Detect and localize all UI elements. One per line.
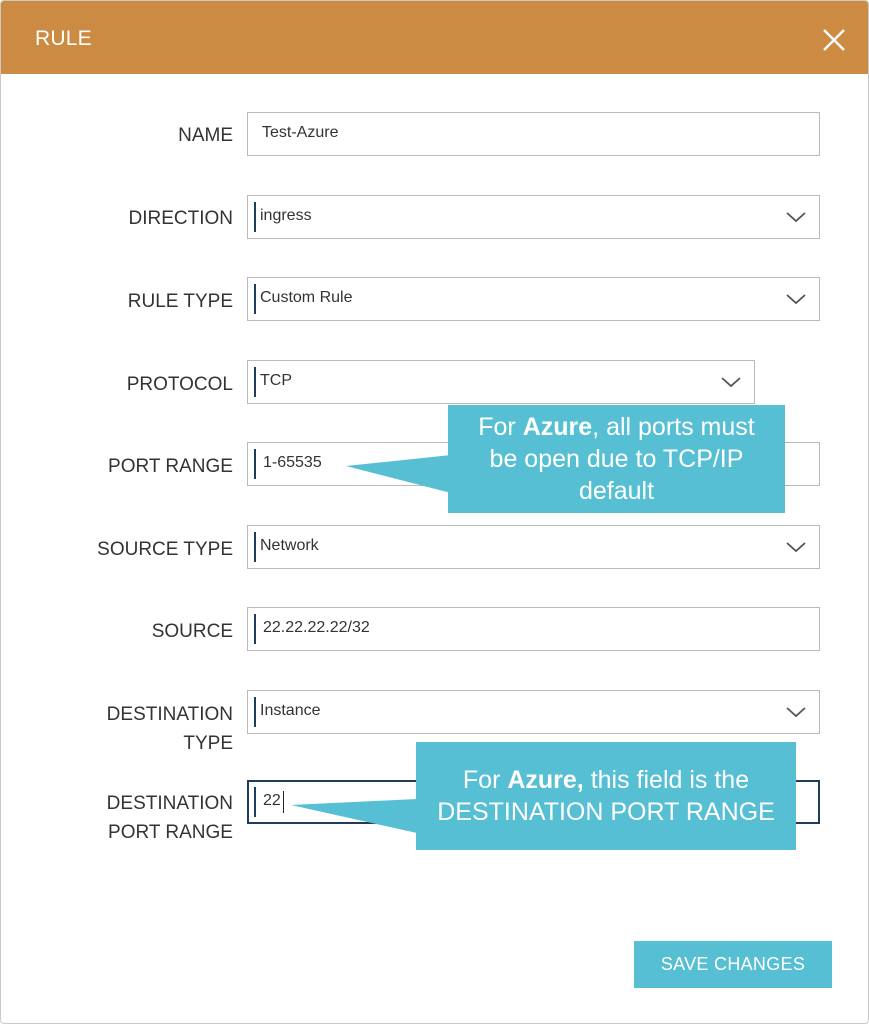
destination-type-select[interactable] bbox=[247, 690, 820, 734]
protocol-value: TCP bbox=[260, 372, 292, 389]
chevron-down-icon bbox=[720, 374, 742, 390]
callout-pointer bbox=[291, 791, 421, 841]
source-value: 22.22.22.22/32 bbox=[263, 619, 370, 636]
destination-type-label-line2: TYPE bbox=[183, 733, 233, 754]
field-marker bbox=[254, 697, 256, 727]
source-type-value: Network bbox=[260, 537, 319, 554]
protocol-label: PROTOCOL bbox=[126, 374, 233, 395]
chevron-down-icon bbox=[785, 291, 807, 307]
callout-text: , all ports must bbox=[592, 413, 755, 441]
field-marker bbox=[254, 202, 256, 232]
source-type-select[interactable] bbox=[247, 525, 820, 569]
dialog-header bbox=[1, 1, 869, 74]
chevron-down-icon bbox=[785, 704, 807, 720]
destination-type-value: Instance bbox=[260, 702, 321, 719]
direction-value: ingress bbox=[260, 207, 312, 224]
dialog-title: RULE bbox=[35, 27, 92, 50]
close-button[interactable] bbox=[816, 22, 852, 58]
rule-type-value: Custom Rule bbox=[260, 289, 353, 306]
field-marker bbox=[254, 367, 256, 397]
callout-text: DESTINATION PORT RANGE bbox=[437, 798, 775, 826]
callout-text: default bbox=[578, 477, 655, 505]
name-value: Test-Azure bbox=[262, 124, 339, 141]
destination-port-range-label bbox=[13, 789, 233, 847]
port-range-value: 1-65535 bbox=[263, 454, 322, 471]
destination-port-range-label-line1: DESTINATION bbox=[106, 793, 233, 814]
direction-label: DIRECTION bbox=[128, 208, 233, 229]
destination-port-callout bbox=[416, 742, 796, 850]
rule-type-select[interactable] bbox=[247, 277, 820, 321]
callout-bold-text: Azure, bbox=[507, 766, 584, 794]
source-input[interactable] bbox=[247, 607, 820, 651]
callout-text: this field is the bbox=[583, 766, 750, 794]
destination-type-label-line1: DESTINATION bbox=[106, 704, 233, 725]
callout-text: For bbox=[462, 766, 508, 794]
text-caret bbox=[283, 791, 284, 813]
port-range-label: PORT RANGE bbox=[108, 456, 233, 477]
source-type-label: SOURCE TYPE bbox=[97, 539, 233, 560]
callout-bold-text: Azure bbox=[522, 413, 593, 441]
field-marker bbox=[254, 614, 256, 644]
chevron-down-icon bbox=[785, 209, 807, 225]
callout-text: For bbox=[478, 413, 523, 441]
destination-type-label bbox=[13, 700, 233, 758]
field-marker bbox=[254, 449, 256, 479]
save-changes-button[interactable]: SAVE CHANGES bbox=[634, 941, 832, 988]
field-marker bbox=[254, 532, 256, 562]
rule-type-label: RULE TYPE bbox=[127, 291, 233, 312]
name-field[interactable] bbox=[247, 112, 820, 156]
destination-port-range-value: 22 bbox=[263, 792, 281, 809]
field-marker bbox=[254, 787, 256, 817]
field-marker bbox=[254, 284, 256, 314]
direction-select[interactable] bbox=[247, 195, 820, 239]
callout-pointer bbox=[346, 441, 456, 496]
destination-port-range-label-line2: PORT RANGE bbox=[108, 822, 233, 843]
protocol-select[interactable] bbox=[247, 360, 755, 404]
close-icon bbox=[816, 22, 852, 58]
callout-text: be open due to TCP/IP bbox=[489, 445, 744, 473]
chevron-down-icon bbox=[785, 539, 807, 555]
name-label: NAME bbox=[178, 125, 233, 146]
port-range-callout bbox=[448, 405, 785, 513]
source-label: SOURCE bbox=[151, 621, 233, 642]
